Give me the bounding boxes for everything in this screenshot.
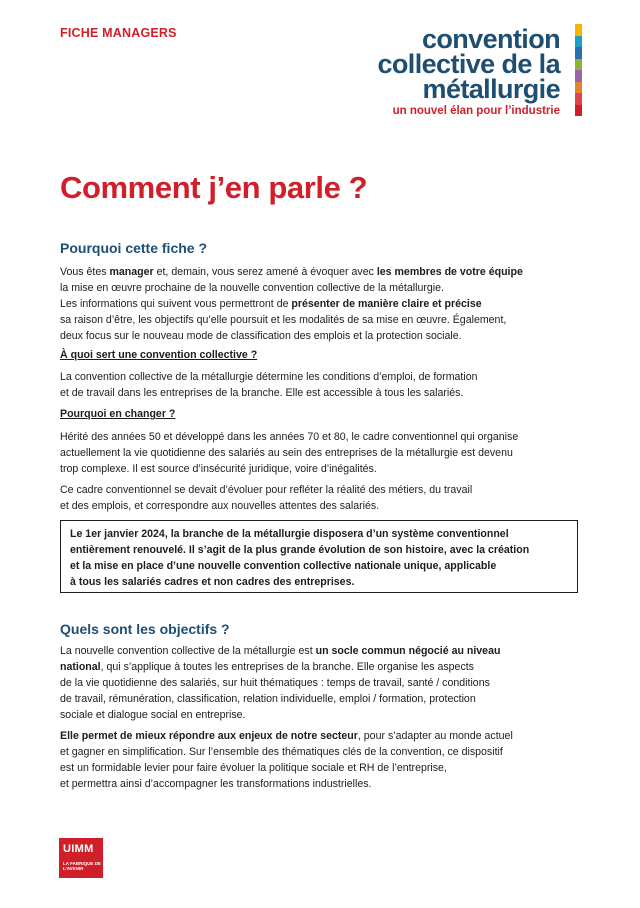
purpose-paragraph: La convention collective de la métallurgie détermine les conditions d’emploi, de formation et de travail dans les entreprises de la branche. Elle est accessible à tous les salariés. <box>60 371 478 399</box>
objectives-paragraph-2: Elle permet de mieux répondre aux enjeux de notre secteur, pour s’adapter au monde actuel et gagner en simplification. Sur l’ensemble des thématiques clés de la convention, ce dispositif est un formidable levier pour faire évoluer la politique sociale et RH de l’entreprise, et permettra ainsi d’accompagner les transformations industrielles. <box>60 730 513 790</box>
convention-logo <box>360 24 582 124</box>
logo-color-segment <box>575 70 582 82</box>
section-heading-why: Pourquoi cette fiche ? <box>60 240 208 256</box>
logo-color-segment <box>575 24 582 36</box>
logo-color-segment <box>575 36 582 48</box>
logo-color-bar <box>575 24 582 116</box>
logo-color-segment <box>575 59 582 71</box>
logo-color-segment <box>575 47 582 59</box>
logo-color-segment <box>575 93 582 105</box>
logo-line-3: métallurgie <box>422 74 560 104</box>
uimm-logo: UIMM LA FABRIQUE DE L’AVENIR <box>59 838 103 878</box>
logo-color-segment <box>575 82 582 94</box>
logo-line-1: convention <box>421 24 560 54</box>
section-heading-objectives: Quels sont les objectifs ? <box>60 621 230 637</box>
logo-line-2: collective de la <box>377 49 560 79</box>
subheading-why-change: Pourquoi en changer ? <box>60 408 176 420</box>
logo-tagline: un nouvel élan pour l’industrie <box>392 105 560 117</box>
objectives-paragraph-1: La nouvelle convention collective de la métallurgie est un socle commun négocié au niveau national, qui s’applique à toutes les entreprises de la branche. Elle organise les aspects de la vie quotidienne des salariés, sur huit thématiques : temps de travail, santé / conditions de travail, rémunération, classification, relation individuelle, emploi / formation, protection sociale et dialogue social en entreprise. <box>60 645 501 721</box>
subheading-purpose: À quoi sert une convention collective ? <box>60 349 258 361</box>
intro-paragraph: Vous êtes manager et, demain, vous serez amené à évoquer avec les membres de votre équipe la mise en œuvre prochaine de la nouvelle convention collective de la métallurgie. Les informations qui suivent vous permettront de présenter de manière claire et précise sa raison d’être, les objectifs qu’elle poursuit et les modalités de sa mise en œuvre. Également, deux focus sur le nouveau mode de classification des emplois et la protection sociale. <box>60 266 523 342</box>
logo-color-segment <box>575 105 582 117</box>
why-change-paragraph-1: Hérité des années 50 et développé dans les années 70 et 80, le cadre conventionnel qui organise actuellement la vie quotidienne des salariés au sein des entreprises de la métallurgie est devenu trop complexe. Il est source d’insécurité juridique, voire d’inégalités. <box>60 431 519 475</box>
callout-box: Le 1er janvier 2024, la branche de la métallurgie disposera d’un système conventionnel entièrement renouvelé. Il s’agit de la plus grande évolution de son histoire, avec la création et la mise en place d’une nouvelle convention collective nationale unique, applicable à tous les salariés cadres et non cadres des entreprises. <box>60 520 578 593</box>
document-tag: FICHE MANAGERS <box>60 26 177 40</box>
page-title: Comment j’en parle ? <box>60 170 368 205</box>
why-change-paragraph-2: Ce cadre conventionnel se devait d’évoluer pour refléter la réalité des métiers, du travail et des emplois, et correspondre aux nouvelles attentes des salariés. <box>60 484 473 512</box>
